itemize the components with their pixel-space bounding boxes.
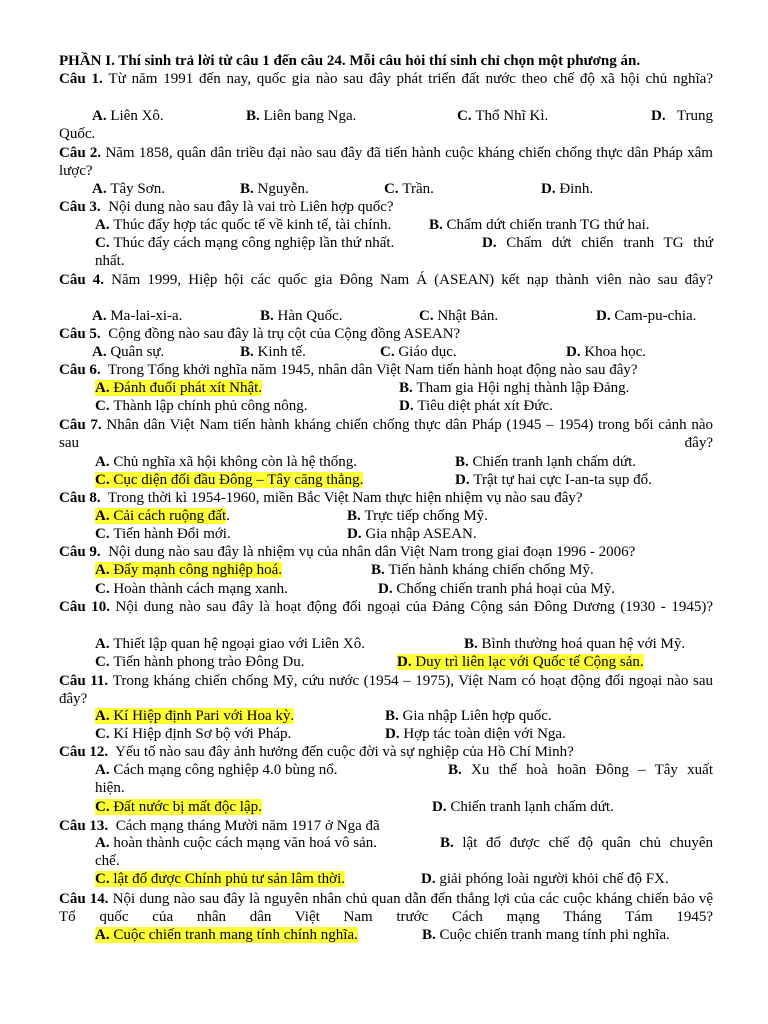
option-letter: A. [92,344,111,360]
option-text: Chiến tranh lạnh chấm dứt. [450,799,614,815]
question-text: Nội dung nào sau đây là nhiệm vụ của nhân dân Việt Nam trong giai đoạn 1996 - 2006? [104,544,636,560]
option-text: Thành lập chính phủ công nông. [113,398,308,414]
option-6-b [399,379,629,397]
question-text: Cách mạng tháng Mười năm 1917 ở Nga đã [111,818,380,834]
option-3-a [95,216,391,234]
question-text: Năm 1858, quân dân triều đại nào sau đây đã tiến hành cuộc kháng chiến chống thực dân Pháp xâm lược? [59,145,713,180]
option-letter: C. [95,581,114,597]
option-13-c [95,870,345,888]
option-text: Cải cách ruộng đất [113,508,227,524]
question-text: Trong kháng chiến chống Mỹ, cứu nước (1954 – 1975), Việt Nam có hoạt động đối ngoại nào sau đây? [59,673,713,708]
option-3-c [95,234,394,252]
option-letter: B. [385,708,403,724]
question-10 [59,598,713,616]
option-4-d [596,307,696,325]
option-text: Gia nhập ASEAN. [365,526,477,542]
option-4-b [260,307,343,325]
option-12-d [432,798,614,816]
option-text: Kí Hiệp định Sơ bộ với Pháp. [113,726,292,742]
option-letter: A. [95,762,114,778]
option-6-a [95,379,262,397]
question-label: Câu 5. [59,326,105,342]
option-letter: A. [95,508,114,524]
option-14-a [95,926,358,944]
question-7 [59,416,713,452]
option-1-c [457,107,548,125]
option-text: Liên bang Nga. [263,108,357,124]
option-text: Cam-pu-chia. [614,308,697,324]
option-letter: C. [419,308,438,324]
option-letter: C. [380,344,399,360]
section-header: PHẦN I. Thí sinh trả lời từ câu 1 đến câu 24. Mỗi câu hỏi thí sinh chỉ chọn một phương án. [59,53,641,69]
option-letter: D. [347,526,366,542]
question-1 [59,70,713,88]
question-label: Câu 7. [59,417,107,433]
option-letter: B. [429,217,447,233]
option-text: giải phóng loài người khỏi chế độ FX. [439,871,669,887]
option-9-a [95,561,282,579]
option-5-c [380,343,457,361]
question-label: Câu 4. [59,272,112,288]
option-1-d [651,107,713,125]
option-text-continued: nhất. [95,253,125,269]
option-letter: B. [240,181,258,197]
option-8-a [95,507,230,525]
option-1-b [246,107,356,125]
option-letter: B. [448,762,472,778]
option-8-d [347,525,477,543]
option-text: Hàn Quốc. [277,308,343,324]
option-letter: A. [92,181,111,197]
option-text: Trực tiếp chống Mỹ. [364,508,488,524]
option-5-a [92,343,164,361]
option-letter: B. [260,308,278,324]
question-label: Câu 12. [59,744,112,760]
option-text: Tiến hành Đổi mới. [113,526,231,542]
option-letter: C. [95,472,114,488]
option-text: Trung [676,108,713,124]
option-letter: C. [95,654,114,670]
question-label: Câu 3. [59,199,105,215]
option-text: Đánh đuổi phát xít Nhật. [113,380,263,396]
option-text: Tiến hành phong trào Đông Du. [113,654,305,670]
option-8-b [347,507,488,525]
option-text: Thúc đẩy cách mạng công nghiệp lần thứ nhất. [113,235,395,251]
question-5 [59,325,460,343]
option-6-c [95,397,307,415]
option-letter: A. [95,562,114,578]
option-text: hoàn thành cuộc cách mạng văn hoá vô sản. [113,835,378,851]
question-2 [59,144,713,180]
option-text: Đất nước bị mất độc lập. [113,799,262,815]
question-3 [59,198,394,216]
question-label: Câu 2. [59,145,106,161]
question-text: Nội dung nào sau đây là nguyên nhân chủ quan dẫn đến thắng lợi của các cuộc kháng chiến bảo vệ Tổ quốc của nhân dân Việt Nam trước Cách mạng Tháng Tám 1945? [59,891,713,926]
option-text: Kí Hiệp định Pari với Hoa kỳ. [113,708,295,724]
option-3-b [429,216,650,234]
option-text: Trật tự hai cực I-an-ta sụp đổ. [473,472,652,488]
option-12-a [95,761,337,779]
option-letter: B. [440,835,463,851]
option-text: Bình thường hoá quan hệ với Mỹ. [481,636,686,652]
option-2-d [541,180,593,198]
option-text: Đẩy mạnh công nghiệp hoá. [113,562,283,578]
question-label: Câu 11. [59,673,113,689]
option-13-d [421,870,669,888]
option-letter: A. [95,636,114,652]
option-letter: C. [95,526,114,542]
option-letter: D. [399,398,418,414]
option-7-c [95,471,363,489]
option-text-continued: Quốc. [59,126,96,142]
option-text: Xu thế hoà hoãn Đông – Tây xuất [471,762,713,778]
option-text: Chống chiến tranh phá hoại của Mỹ. [396,581,616,597]
option-letter: D. [541,181,560,197]
option-text: Khoa học. [584,344,646,360]
question-9 [59,543,635,561]
question-text: Trong thời kì 1954-1960, miền Bắc Việt Nam thực hiện nhiệm vụ nào sau đây? [104,490,583,506]
option-7-d [455,471,652,489]
option-letter: D. [432,799,451,815]
question-11 [59,672,713,708]
option-10-b [464,635,685,653]
option-7-a [95,453,357,471]
option-text: Cách mạng công nghiệp 4.0 bùng nổ. [113,762,338,778]
option-letter: D. [421,871,440,887]
option-letter: D. [596,308,615,324]
option-letter: C. [95,398,114,414]
option-9-c [95,580,288,598]
option-text: Thiết lập quan hệ ngoại giao với Liên Xô. [113,636,365,652]
option-text: Hợp tác toàn diện với Nga. [403,726,566,742]
option-text: Cuộc chiến tranh mang tính chính nghĩa. [113,927,358,943]
option-4-c [419,307,498,325]
option-letter: D. [378,581,397,597]
option-letter: B. [371,562,389,578]
option-letter: C. [95,871,114,887]
option-text: Tham gia Hội nghị thành lập Đảng. [416,380,630,396]
option-letter: A. [95,927,114,943]
option-4-a [92,307,182,325]
question-text: Cộng đồng nào sau đây là trụ cột của Cộng đồng ASEAN? [104,326,461,342]
option-letter: C. [95,235,114,251]
option-7-b [455,453,636,471]
option-letter: B. [347,508,365,524]
option-text: Chấm dứt chiến tranh TG thứ hai. [446,217,650,233]
option-text: Thổ Nhĩ Kì. [475,108,549,124]
option-text-continued: chế. [95,853,120,869]
option-text: Cuộc chiến tranh mang tính phi nghĩa. [439,927,670,943]
question-label: Câu 8. [59,490,105,506]
option-letter: B. [464,636,482,652]
option-6-d [399,397,553,415]
option-text: lật đổ được chế độ quân chủ chuyên [462,835,713,851]
option-text: lật đổ được Chính phủ tư sản lâm thời. [113,871,346,887]
option-text: Trần. [402,181,434,197]
option-text: Duy trì liên lạc với Quốc tế Cộng sản. [415,654,644,670]
question-label: Câu 14. [59,891,113,907]
option-letter: A. [95,454,114,470]
option-11-d [385,725,566,743]
option-letter: A. [95,217,114,233]
option-10-d [397,653,644,671]
option-13-b [440,834,713,852]
option-11-c [95,725,291,743]
option-text-after: . [226,508,230,524]
question-text: Trong Tổng khởi nghĩa năm 1945, nhân dân Việt Nam tiến hành hoạt động nào sau đây? [104,362,638,378]
question-label: Câu 13. [59,818,112,834]
option-text: Liên Xô. [110,108,164,124]
option-8-c [95,525,231,543]
option-3-d [482,234,713,252]
option-text: Chủ nghĩa xã hội không còn là hệ thống. [113,454,358,470]
option-text: Tiêu diệt phát xít Đức. [417,398,553,414]
question-6 [59,361,638,379]
option-letter: D. [482,235,507,251]
option-letter: D. [455,472,474,488]
option-letter: D. [651,108,677,124]
option-text: Kinh tế. [257,344,306,360]
option-letter: C. [95,726,114,742]
option-letter: A. [92,308,111,324]
question-label: Câu 6. [59,362,105,378]
option-10-c [95,653,304,671]
question-text: Yếu tố nào sau đây ảnh hưởng đến cuộc đời và sự nghiệp của Hồ Chí Minh? [111,744,574,760]
option-2-c [384,180,434,198]
question-label: Câu 10. [59,599,116,615]
option-12-b [448,761,713,779]
question-13 [59,817,380,835]
option-text-continued: hiện. [95,780,125,796]
option-5-d [566,343,646,361]
question-text: Năm 1999, Hiệp hội các quốc gia Đông Nam Á (ASEAN) kết nạp thành viên nào sau đây? [111,272,713,288]
option-letter: B. [455,454,473,470]
option-letter: D. [566,344,585,360]
option-text: Chiến tranh lạnh chấm dứt. [472,454,637,470]
option-text: Quân sự. [110,344,165,360]
option-1-a [92,107,164,125]
option-9-b [371,561,594,579]
question-text: Nội dung nào sau đây là vai trò Liên hợp quốc? [104,199,394,215]
option-letter: D. [397,654,416,670]
option-text: Nguyễn. [257,181,309,197]
option-2-a [92,180,165,198]
option-text: Hoàn thành cách mạng xanh. [113,581,288,597]
option-11-a [95,707,294,725]
question-label: Câu 1. [59,71,109,87]
option-text: Thúc đẩy hợp tác quốc tế về kinh tế, tài chính. [113,217,392,233]
question-8 [59,489,583,507]
option-letter: A. [92,108,111,124]
option-text: Ma-lai-xi-a. [110,308,183,324]
question-text: Nội dung nào sau đây là hoạt động đối ngoại của Đảng Cộng sản Đông Dương (1930 - 1945)? [115,599,713,615]
option-letter: C. [384,181,403,197]
option-5-b [240,343,306,361]
option-text: Gia nhập Liên hợp quốc. [402,708,552,724]
question-text: Từ năm 1991 đến nay, quốc gia nào sau đây phát triển đất nước theo chế độ xã hội chủ nghĩa? [108,71,713,87]
option-10-a [95,635,365,653]
option-letter: B. [399,380,417,396]
question-12 [59,743,574,761]
option-12-c [95,798,262,816]
option-13-a [95,834,377,852]
option-letter: A. [95,835,114,851]
option-text: Chấm dứt chiến tranh TG thứ [506,235,713,251]
option-text: Tiến hành kháng chiến chống Mỹ. [388,562,594,578]
option-letter: B. [240,344,258,360]
option-letter: D. [385,726,404,742]
option-2-b [240,180,309,198]
option-9-d [378,580,615,598]
option-text: Nhật Bản. [437,308,499,324]
option-letter: B. [422,927,440,943]
option-letter: A. [95,708,114,724]
option-letter: C. [457,108,476,124]
option-text: Đinh. [559,181,594,197]
question-14 [59,890,713,926]
option-letter: A. [95,380,114,396]
option-letter: B. [246,108,264,124]
option-text: Giáo dục. [398,344,457,360]
question-text: Nhân dân Việt Nam tiến hành kháng chiến chống thực dân Pháp (1945 – 1954) trong bối cảnh nào sau đây? [59,417,713,452]
option-11-b [385,707,552,725]
question-label: Câu 9. [59,544,105,560]
question-4 [59,271,713,289]
option-text: Cục diện đối đầu Đông – Tây căng thẳng. [113,472,364,488]
option-14-b [422,926,670,944]
option-letter: C. [95,799,114,815]
option-text: Tây Sơn. [110,181,165,197]
